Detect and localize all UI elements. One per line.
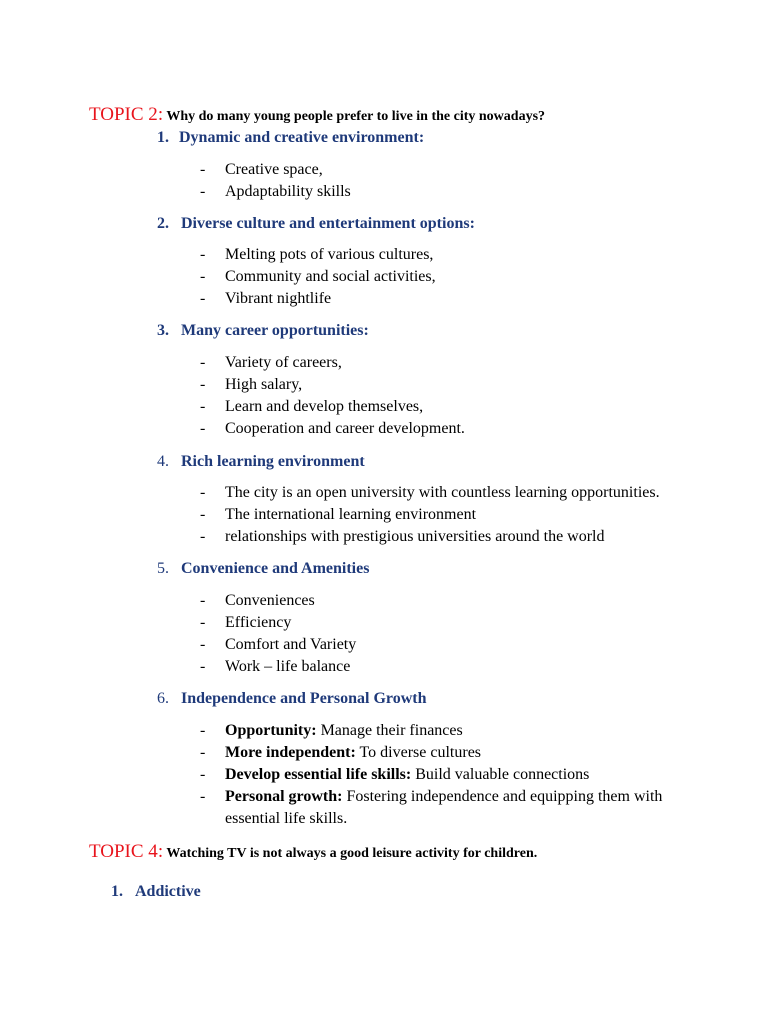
section-4-list [200,482,695,548]
section-number-5: 5. [157,560,169,577]
section-title-3: Many career opportunities: [181,322,369,339]
section-number-1: 1. [157,129,169,146]
list-item: - Variety of careers, [200,354,342,371]
topic-4-title-1: Addictive [135,883,201,900]
topic-4-label: TOPIC 4 [89,841,158,862]
list-item: - Work – life balance [200,658,351,675]
section-heading-5 [157,560,369,578]
list-item: - The city is an open university with countless learning opportunities. [200,484,660,501]
section-1-list [200,159,695,203]
list-item: - Develop essential life skills: Build valuable connections [200,766,590,783]
section-title-5: Convenience and Amenities [181,560,370,577]
list-item: - More independent: To diverse cultures [200,744,482,761]
topic-4-line [89,841,537,863]
section-heading-2 [157,215,475,233]
list-item: - Apdaptability skills [200,183,351,200]
section-heading-6 [157,690,427,708]
topic-2-label: TOPIC 2 [89,104,158,125]
topic-4-question: Watching TV is not always a good leisure activity for children. [163,846,538,861]
list-item: - Learn and develop themselves, [200,398,424,415]
section-3-list [200,352,695,440]
list-item: - The international learning environment [200,506,477,523]
section-title-6: Independence and Personal Growth [181,690,427,707]
topic-4-colon: : [157,841,164,862]
list-item: - High salary, [200,376,303,393]
section-number-4: 4. [157,453,169,470]
topic-4-number-1: 1. [111,883,123,900]
section-6-list [200,720,695,830]
section-title-4: Rich learning environment [181,453,365,470]
section-heading-4 [157,453,365,471]
list-item: - Opportunity: Manage their finances [200,722,463,739]
list-item: - relationships with prestigious universities around the world [200,528,605,545]
list-item: - Comfort and Variety [200,636,357,653]
list-item: - Community and social activities, [200,268,436,285]
section-number-6: 6. [157,690,169,707]
list-item: - Melting pots of various cultures, [200,246,434,263]
section-heading-3 [157,322,369,340]
section-5-list [200,590,695,678]
list-item: - Creative space, [200,161,323,178]
list-item: - Personal growth: Fostering independence and equipping them with essential life skills. [200,788,663,827]
topic-2-colon: : [157,104,164,125]
list-item: - Cooperation and career development. [200,420,465,437]
section-number-2: 2. [157,215,169,232]
section-title-1: Dynamic and creative environment: [179,129,425,146]
section-2-list [200,244,695,310]
section-heading-1 [157,129,424,147]
topic-4-heading-1 [111,883,201,901]
topic-2-line [89,104,545,126]
list-item: - Efficiency [200,614,292,631]
section-number-3: 3. [157,322,169,339]
list-item: - Vibrant nightlife [200,290,332,307]
section-title-2: Diverse culture and entertainment options: [181,215,475,232]
list-item: - Conveniences [200,592,315,609]
topic-2-question: Why do many young people prefer to live in the city nowadays? [163,109,546,124]
